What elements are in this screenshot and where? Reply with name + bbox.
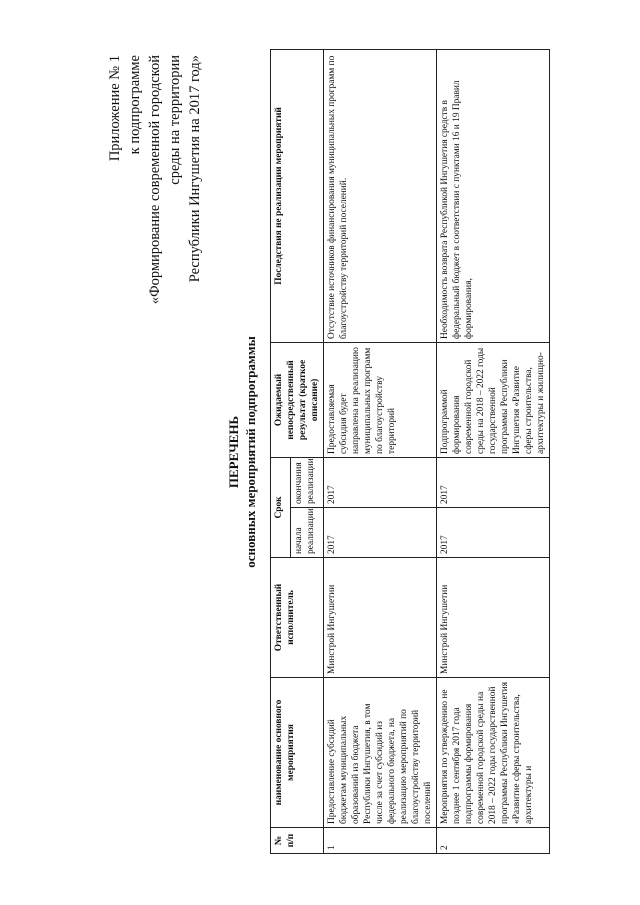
cell-consequences: Необходимость возврата Республикой Ингушетия средств в федеральный бюджет в соответствии с пунктами 16 и 19 Правил формирования, <box>437 49 550 342</box>
header-executor: Ответственный исполнитель <box>271 558 324 678</box>
appendix-line: Приложение № 1 <box>107 55 123 162</box>
cell-num: 2 <box>437 828 550 854</box>
appendix-note <box>105 55 205 415</box>
header-result: Ожидаемый непосредственный результат (краткое описание) <box>271 342 324 457</box>
cell-name: Предоставление субсидий бюджетам муниципальных образований из бюджета Республики Ингушетия, в том числе за счет субсидий из федерального бюджета, на реализацию мероприятий по благоустройству территорий поселений <box>324 678 437 828</box>
header-term: Срок <box>271 457 291 557</box>
cell-result: Предоставляемая субсидия будет направлена на реализацию муниципальных программ по благоустройству территорий <box>324 342 437 457</box>
cell-end: 2017 <box>437 457 550 507</box>
cell-result: Подпрограммой формирования современной городской среды на 2018 – 2022 годы государственной программы Республики Ингушетия «Развитие сферы строительства, архитектуры и жилищно- <box>437 342 550 457</box>
measures-table <box>270 49 550 854</box>
cell-name: Мероприятия по утверждению не позднее 1 сентября 2017 года подпрограммы формирования современной городской среды на 2018 – 2022 годы государственной программы Республики Ингушетия «Развитие сферы строительства, архитектуры и <box>437 678 550 828</box>
cell-end: 2017 <box>324 457 437 507</box>
table-row <box>437 49 550 853</box>
header-consequences: Последствия не реализации мероприятий <box>271 49 324 342</box>
appendix-line: среды на территории <box>167 55 183 185</box>
heading-title: ПЕРЕЧЕНЬ <box>226 415 241 489</box>
header-end: окончания реализации <box>290 457 323 507</box>
cell-start: 2017 <box>324 508 437 558</box>
header-start: начала реализации <box>290 508 323 558</box>
cell-consequences: Отсутствие источников финансирования муниципальных программ по благоустройству территорий поселений. <box>324 49 437 342</box>
appendix-line: Республики Ингушетия на 2017 год» <box>187 55 203 283</box>
header-name: наименование основного мероприятия <box>271 678 324 828</box>
cell-executor: Минстрой Ингушетии <box>437 558 550 678</box>
appendix-line: к подпрограмме <box>127 55 143 155</box>
cell-start: 2017 <box>437 508 550 558</box>
table-row <box>324 49 437 853</box>
cell-executor: Минстрой Ингушетии <box>324 558 437 678</box>
table-header-row <box>271 49 291 853</box>
header-num: № п/п <box>271 828 324 854</box>
appendix-line: «Формирование современной городской <box>147 55 163 305</box>
cell-num: 1 <box>324 828 437 854</box>
document-page <box>95 47 545 857</box>
heading-subtitle: основных мероприятий подпрограммы <box>243 336 258 568</box>
document-heading <box>225 47 259 857</box>
